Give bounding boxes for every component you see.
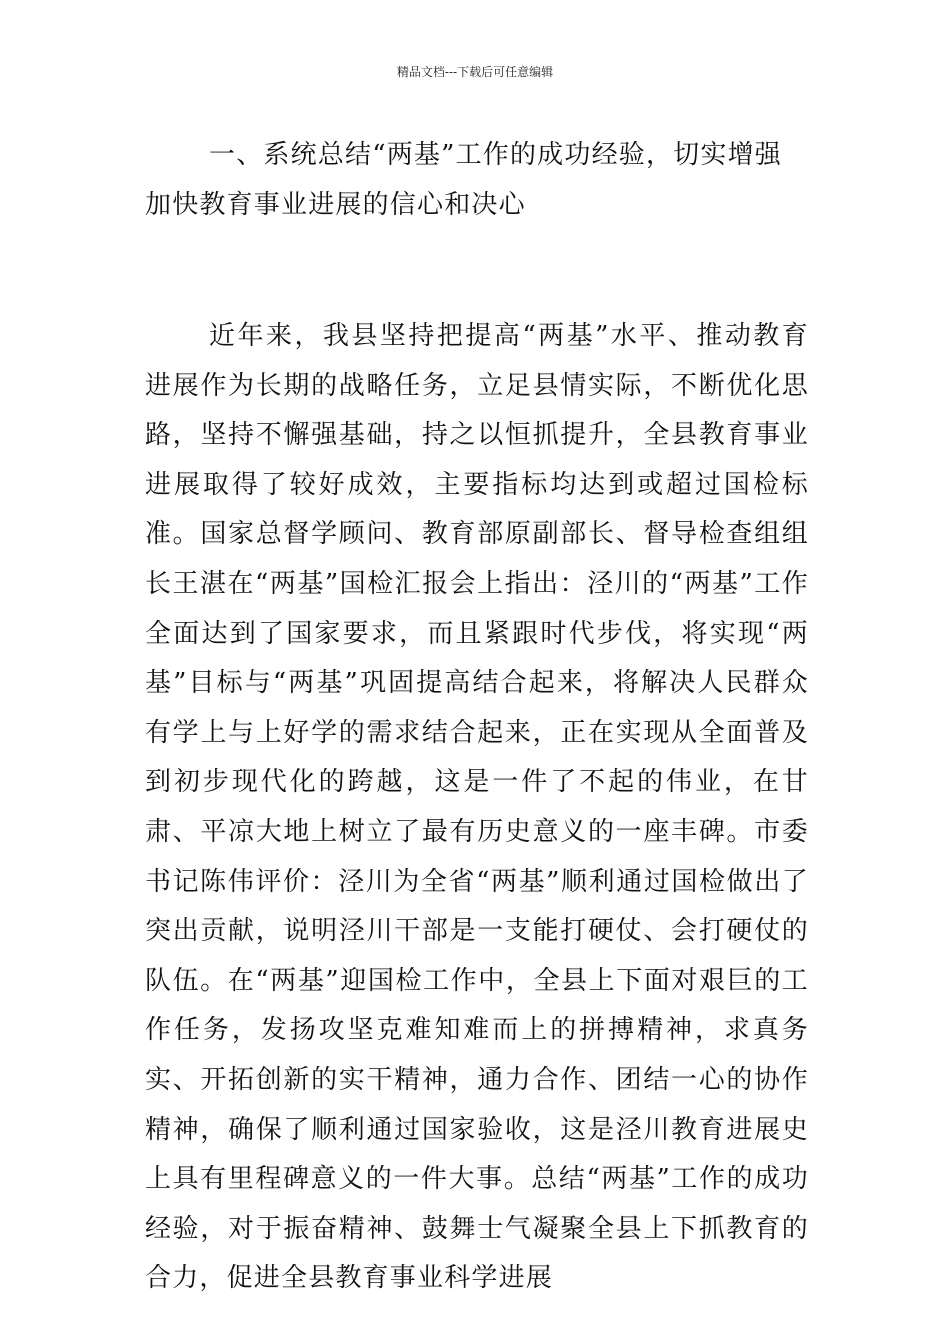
section-heading: 一、系统总结“两基”工作的成功经验，切实增强加快教育事业进展的信心和决心 — [145, 140, 782, 220]
document-body — [145, 130, 809, 1304]
page-header: 精品文档---下载后可任意编辑 — [396, 65, 554, 79]
body-paragraph: 近年来，我县坚持把提高“两基”水平、推动教育进展作为长期的战略任务，立足县情实际，不断优化思路，坚持不懈强基础，持之以恒抓提升，全县教育事业进展取得了较好成效，主要指标均达到或超过国检标准。国家总督学顾问、教育部原副部长、督导检查组组长王湛在“两基”国检汇报会上指出：泾川的“两基”工作全面达到了国家要求，而且紧跟时代步伐，将实现“两基”目标与“两基”巩固提高结合起来，将解决人民群众有学上与上好学的需求结合起来，正在实现从全面普及到初步现代化的跨越，这是一件了不起的伟业，在甘肃、平凉大地上树立了最有历史意义的一座丰碑。市委书记陈伟评价：泾川为全省“两基”顺利通过国检做出了突出贡献，说明泾川干部是一支能打硬仗、会打硬仗的队伍。在“两基”迎国检工作中，全县上下面对艰巨的工作任务，发扬攻坚克难知难而上的拼搏精神，求真务实、开拓创新的实干精神，通力合作、团结一心的协作精神，确保了顺利通过国家验收，这是泾川教育进展史上具有里程碑意义的一件大事。总结“两基”工作的成功经验，对于振奋精神、鼓舞士气凝聚全县上下抓教育的合力，促进全县教育事业科学进展 — [145, 321, 809, 1294]
